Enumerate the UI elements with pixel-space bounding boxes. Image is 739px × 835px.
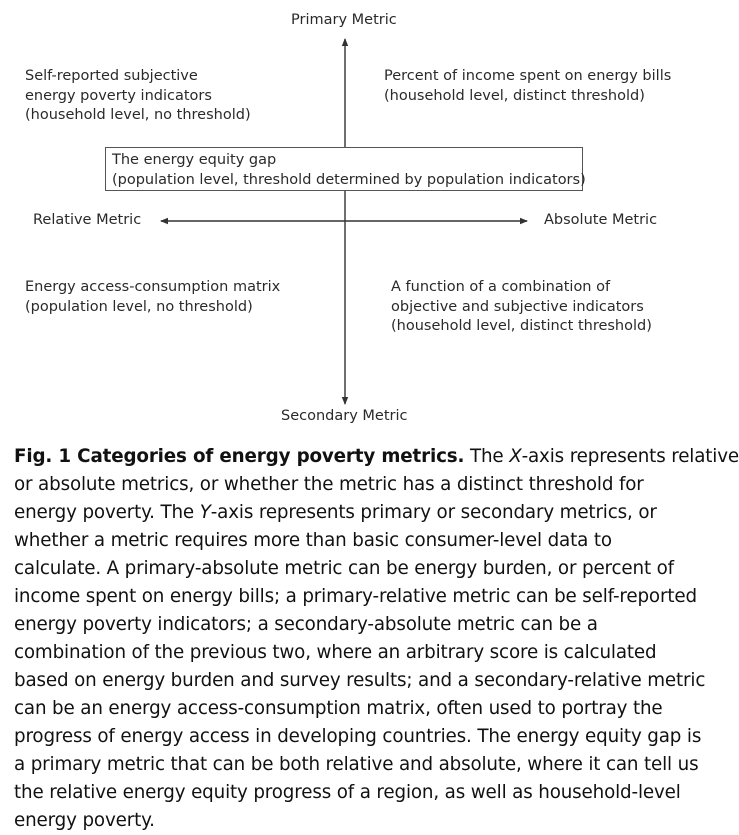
quadrant-top-right — [384, 67, 671, 106]
center-box-line: (population level, threshold determined by population indicators) — [112, 171, 586, 188]
caption-title: Fig. 1 Categories of energy poverty metrics. — [14, 446, 465, 467]
center-box-line: The energy equity gap — [112, 152, 277, 168]
quadrant-text-line: Self-reported subjective — [25, 68, 198, 84]
quadrant-text-line: Percent of income spent on energy bills — [384, 68, 672, 84]
quadrant-bottom-right — [391, 278, 652, 337]
caption-y-symbol: Y — [199, 502, 211, 523]
center-box-energy-equity-gap — [105, 147, 586, 191]
caption-line — [14, 443, 739, 471]
caption-line: whether a metric requires more than basic consumer-level data to — [14, 530, 612, 551]
quadrant-text-line: Energy access-consumption matrix — [25, 279, 281, 295]
caption-line: can be an energy access-consumption matrix, often used to portray the — [14, 698, 663, 719]
quadrant-text-line: (household level, distinct threshold) — [391, 318, 652, 334]
axis-label-absolute: Absolute Metric — [544, 212, 658, 228]
caption-line: energy poverty indicators; a secondary-absolute metric can be a — [14, 614, 598, 635]
caption-line: calculate. A primary-absolute metric can be energy burden, or percent of — [14, 558, 674, 579]
quadrant-text-line: (household level, no threshold) — [25, 107, 251, 123]
quadrant-top-left — [25, 67, 251, 126]
caption-line: combination of the previous two, where an arbitrary score is calculated — [14, 642, 657, 663]
axis-label-relative: Relative Metric — [33, 212, 142, 228]
figure-caption — [14, 443, 739, 835]
caption-line: energy poverty. — [14, 810, 155, 831]
caption-text: -axis represents primary or secondary metrics, or — [210, 502, 657, 523]
quadrant-text-line: objective and subjective indicators — [391, 298, 644, 315]
quadrant-text-line: energy poverty indicators — [25, 87, 212, 104]
caption-line: a primary metric that can be both relative and absolute, where it can tell us — [14, 754, 699, 775]
caption-line: income spent on energy bills; a primary-relative metric can be self-reported — [14, 586, 697, 607]
caption-line: based on energy burden and survey results; and a secondary-relative metric — [14, 670, 706, 691]
caption-line — [14, 499, 682, 527]
caption-line: or absolute metrics, or whether the metric has a distinct threshold for — [14, 474, 644, 495]
caption-x-symbol: X — [509, 446, 522, 467]
caption-line: the relative energy equity progress of a region, as well as household-level — [14, 782, 681, 803]
axis-label-primary: Primary Metric — [291, 12, 397, 28]
caption-line: progress of energy access in developing countries. The energy equity gap is — [14, 726, 702, 747]
caption-text: The — [464, 446, 510, 467]
quadrant-bottom-left — [25, 278, 280, 317]
quadrant-text-line: (household level, distinct threshold) — [384, 87, 645, 104]
caption-text: -axis represents relative — [521, 446, 739, 467]
quadrant-text-line: (population level, no threshold) — [25, 298, 253, 315]
quadrant-text-line: A function of a combination of — [391, 279, 611, 295]
axis-label-secondary: Secondary Metric — [281, 408, 408, 424]
caption-text: energy poverty. The — [14, 502, 200, 523]
